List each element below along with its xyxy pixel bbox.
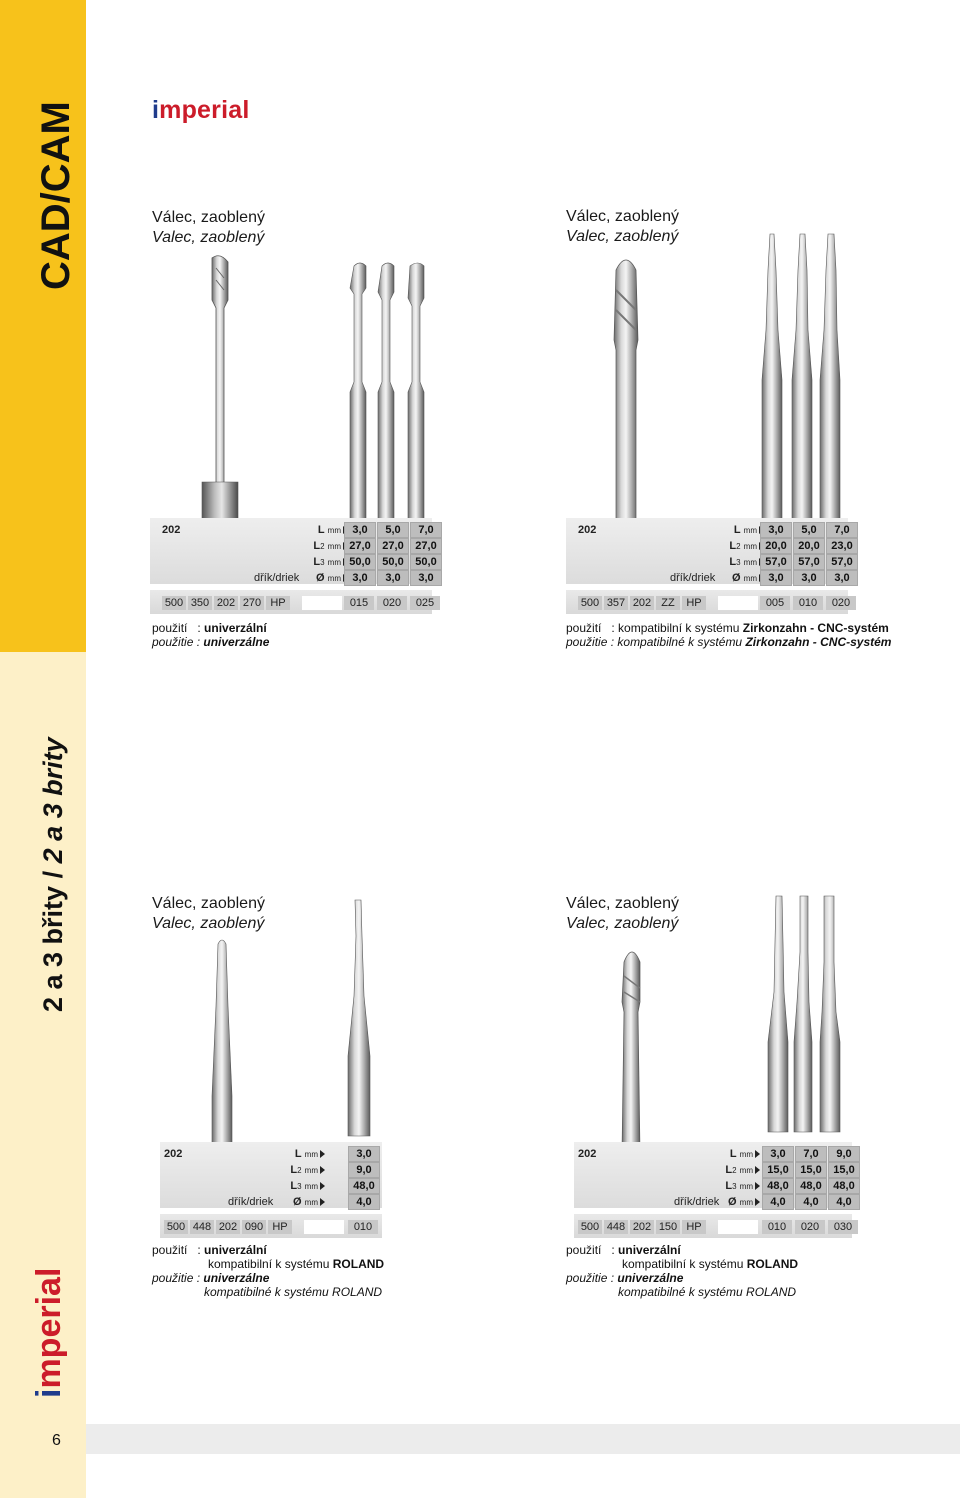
sidebar-category-band xyxy=(0,0,86,652)
footer-strip xyxy=(86,1424,960,1454)
brand-logo: imperial xyxy=(152,96,250,124)
sidebar-blades-title: 2 a 3 břity / 2 a 3 brity xyxy=(38,737,68,1012)
product-2-title: Válec, zaoblený Valec, zaoblený xyxy=(566,208,679,245)
product-1-title: Válec, zaoblený Valec, zaoblený xyxy=(152,209,265,246)
product-4-spec-table: 202 L mm L2 mm L3 mm Ø mm dřík/driek 3,0 7,0 9,0 15,0 15,0 15,0 48,0 48,0 48,0 4,0 4,0 4,0 500 448 202 150 HP 010 020 030 xyxy=(574,1142,852,1238)
product-2-usage: použití : kompatibilní k systému Zirkonzahn - CNC-systém použitie : kompatibilné k systému Zirkonzahn - CNC-systém xyxy=(566,621,892,649)
product-3-spec-table: 202 L mm L2 mm L3 mm Ø mm dřík/driek 3,0 9,0 48,0 4,0 500 448 202 090 HP 010 xyxy=(160,1142,382,1238)
product-2-bur-illustration xyxy=(600,230,860,520)
sidebar-category-title: CAD/CAM xyxy=(34,101,78,290)
sidebar-brand-logo: imperial xyxy=(30,1267,68,1398)
product-1-spec-table: 202 L mm L2 mm L3 mm Ø mm dřík/driek 3,0 5,0 7,0 27,0 27,0 27,0 50,0 50,0 50,0 3,0 3,0 3,0 500 350 202 270 HP 015 020 025 xyxy=(150,518,432,614)
product-4-title: Válec, zaoblený Valec, zaoblený xyxy=(566,895,679,932)
product-4-code: 202 xyxy=(578,1148,597,1160)
product-4-usage: použití : univerzální kompatibilní k systému ROLAND použitie : univerzálne kompatibilné k systému ROLAND xyxy=(566,1243,799,1299)
product-2-code: 202 xyxy=(578,524,597,536)
product-4-bur-illustration xyxy=(610,892,850,1152)
product-3-usage: použití : univerzální kompatibilní k systému ROLAND použitie : univerzálne kompatibilné k systému ROLAND xyxy=(152,1243,385,1299)
page-number: 6 xyxy=(52,1432,61,1449)
product-1-usage: použití : univerzální použitie : univerzálne xyxy=(152,621,270,649)
product-3-code: 202 xyxy=(164,1148,183,1160)
product-3-title: Válec, zaoblený Valec, zaoblený xyxy=(152,895,265,932)
product-3-bur-illustration xyxy=(200,896,400,1156)
product-1-bur-illustration xyxy=(190,252,450,522)
product-2-spec-table: 202 L mm L2 mm L3 mm Ø mm dřík/driek 3,0 5,0 7,0 20,0 20,0 23,0 57,0 57,0 57,0 3,0 3,0 3,0 500 357 202 ZZ HP 005 010 020 xyxy=(566,518,848,614)
product-1-code: 202 xyxy=(162,524,181,536)
